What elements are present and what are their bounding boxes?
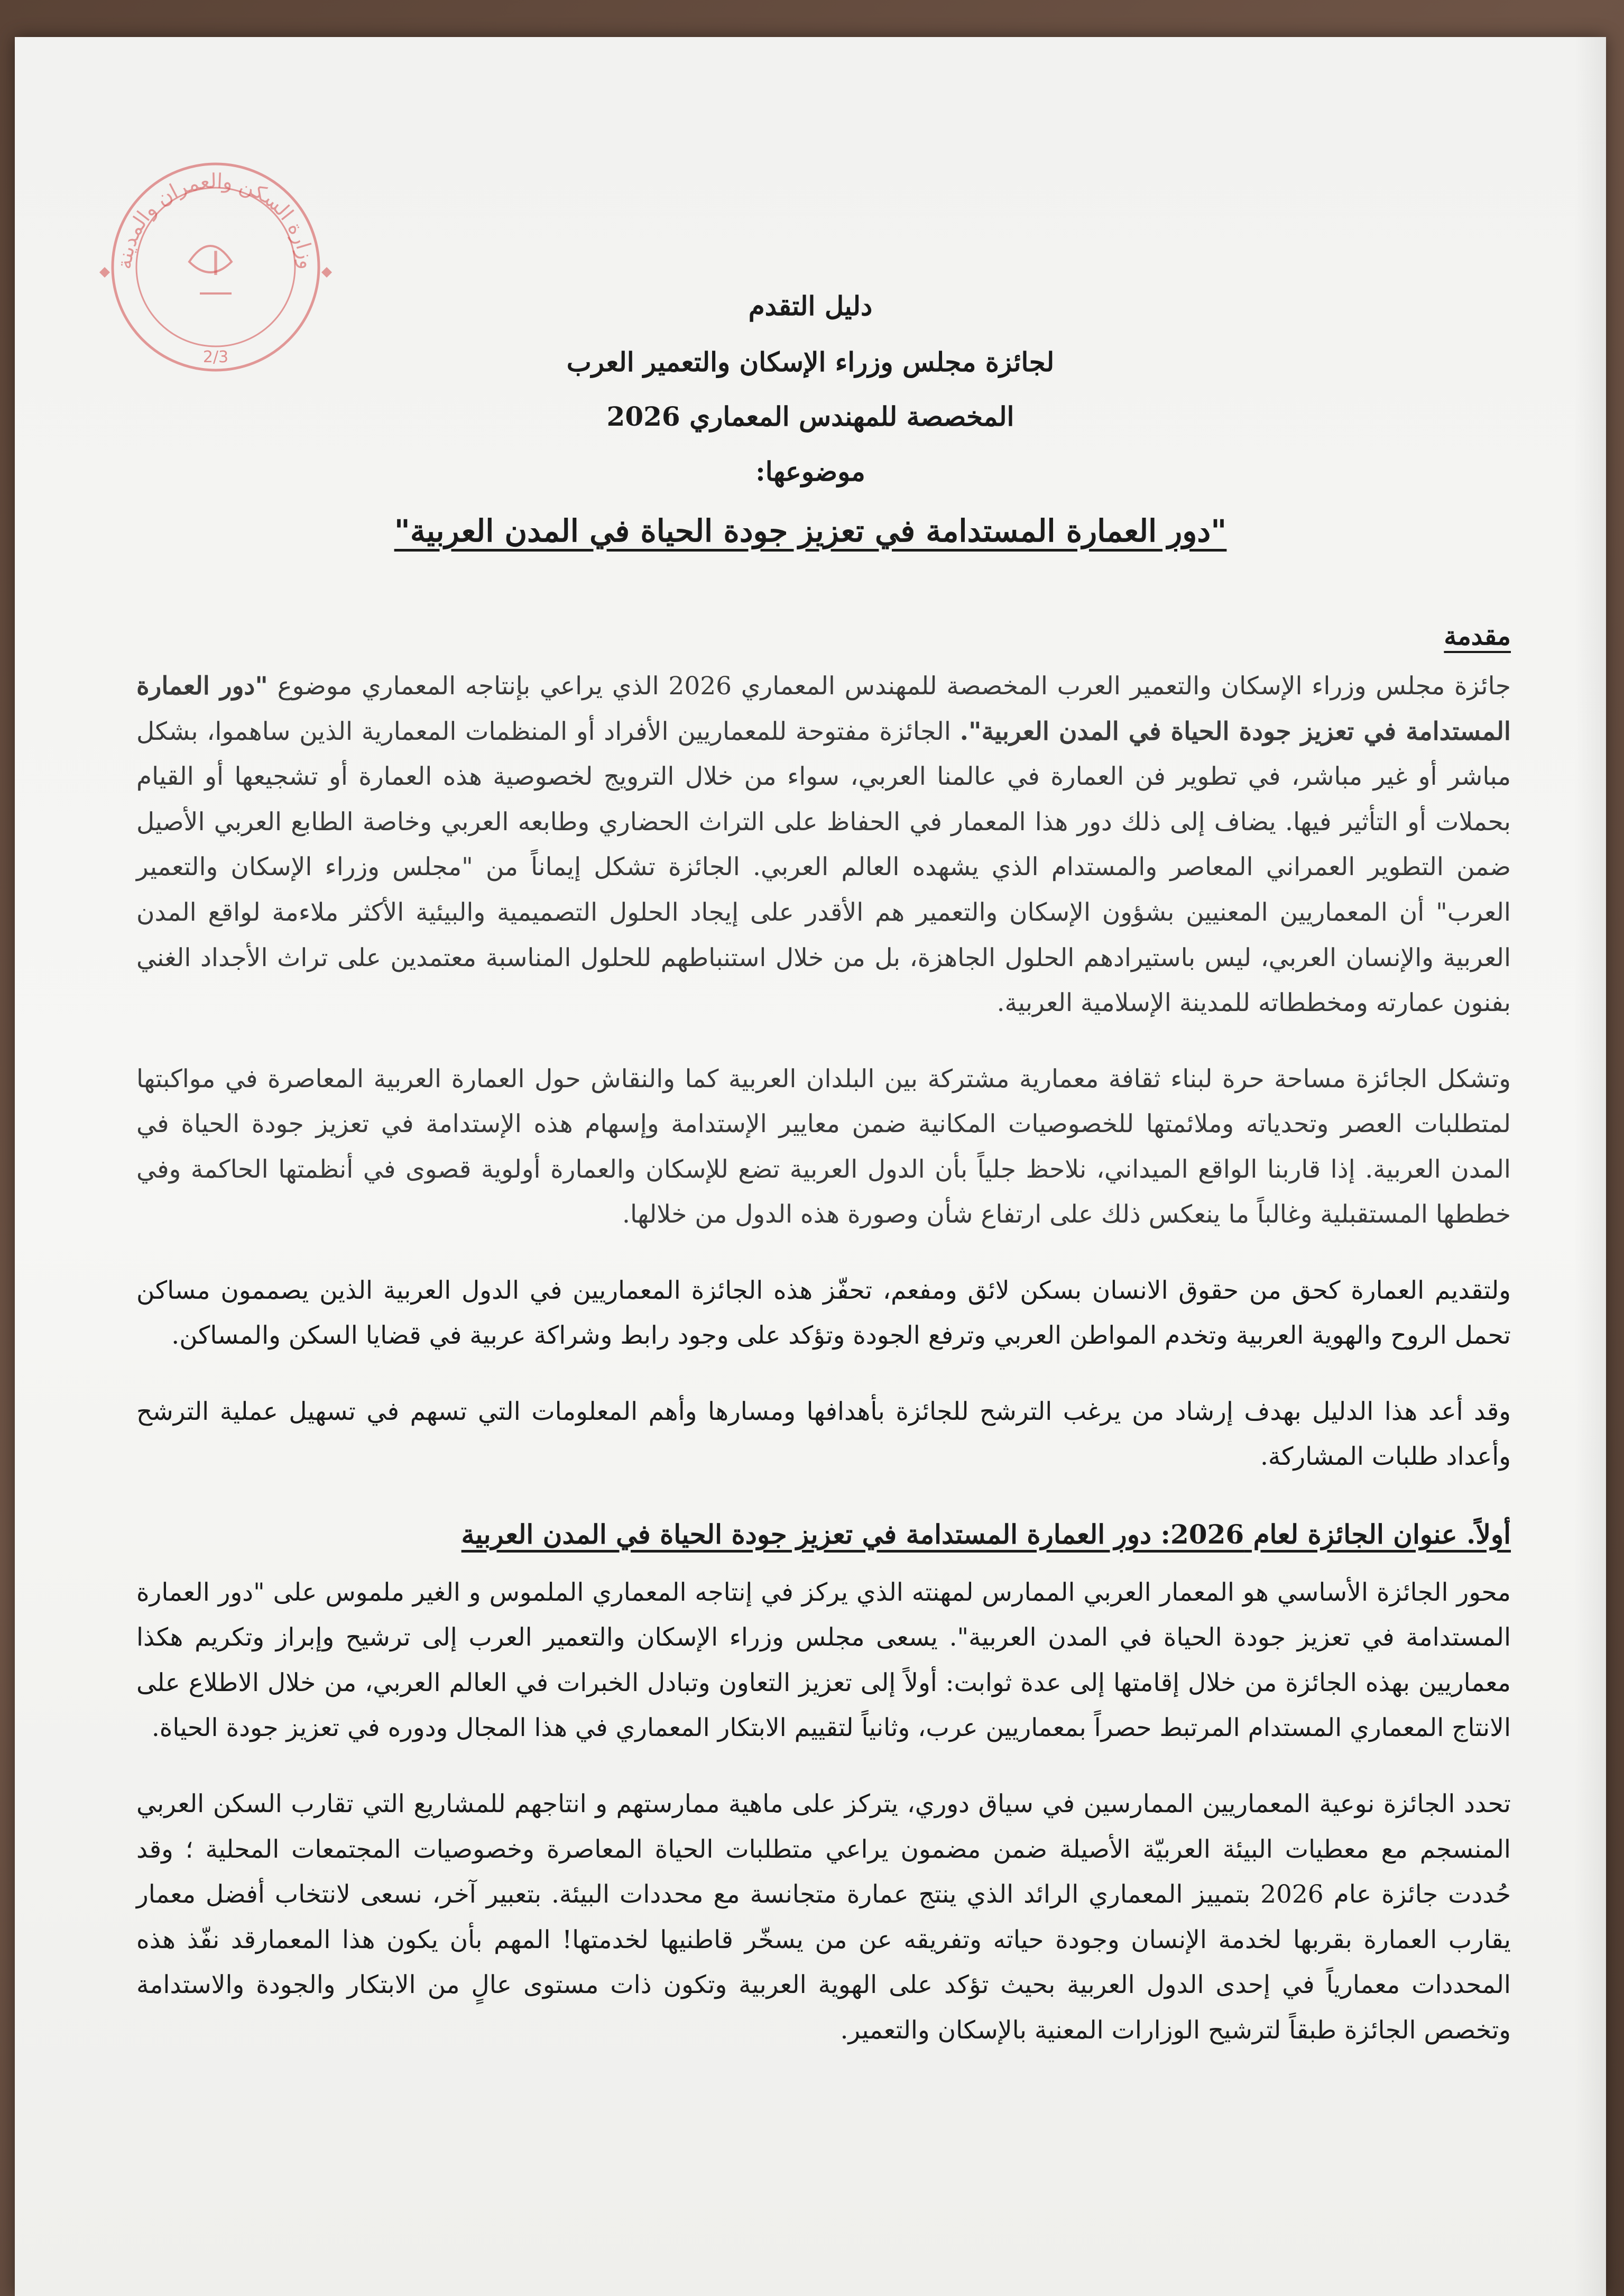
intro-paragraph-1: [136, 664, 1511, 1025]
intro-paragraph-4: وقد أعد هذا الدليل بهدف إرشاد من يرغب الترشح للجائزة بأهدافها ومسارها وأهم المعلومات التي تسهم في تسهيل عملية الترشح وأعداد طلبات المشاركة.: [136, 1397, 1511, 1472]
document-page: [15, 37, 1606, 2296]
intro-heading: مقدمة: [1444, 621, 1511, 651]
stamp-center-mark: ا: [211, 246, 220, 283]
header-topic-label: موضوعها:: [755, 455, 865, 487]
stamp-arc-text: وزارة السكن والعمران والمدينة: [112, 169, 319, 271]
document-body: [136, 613, 1511, 2083]
section-1-paragraph-1: محور الجائزة الأساسي هو المعمار العربي الممارس لمهنته الذي يركز في إنتاجه المعماري الملموس و الغير ملموس على "دور العمارة المستدامة في تعزيز جودة الحياة في المدن العربية". يسعى مجلس وزراء الإسكان والتعمير العرب إلى ترشيح وإبراز وتكريم هكذا معماريين بهذه الجائزة من خلال إقامتها إلى عدة ثوابت: أولاً إلى تعزيز التعاون وتبادل الخبرات في العالم العربي، من خلال الاطلاع على الانتاج المعماري المستدام المرتبط حصراً بمعماريين عرب، وثانياً لتقييم الابتكار المعماري في هذا المجال ودوره في تعزيز جودة الحياة.: [136, 1577, 1511, 1743]
header-award-name: لجائزة مجلس وزراء الإسكان والتعمير العرب: [566, 346, 1055, 378]
document-header: [15, 286, 1606, 555]
intro-paragraph-2: وتشكل الجائزة مساحة حرة لبناء ثقافة معمارية مشتركة بين البلدان العربية كما والنقاش حول العمارة العربية المعاصرة في مواكبتها لمتطلبات العصر وتحدياته وملائمتها للخصوصيات المكانية ضمن معايير الإستدامة وإسهام هذه الإستدامة في تعزيز جودة الحياة في المدن العربية. إذا قاربنا الواقع الميداني، نلاحظ جلياً بأن الدول العربية تضع للإسكان والعمارة أولوية قصوى في أنظمتها الحاكمة وفي خططها المستقبلية وغالباً ما ينعكس ذلك على ارتفاع شأن وصورة هذه الدول من خلالها.: [136, 1064, 1511, 1229]
section-1-heading: أولاً. عنوان الجائزة لعام 2026: دور العمارة المستدامة في تعزيز جودة الحياة في المدن العربية: [461, 1518, 1511, 1550]
stamp-number: 2/3: [202, 348, 229, 366]
intro-p1-opening: جائزة مجلس وزراء الإسكان والتعمير العرب المخصصة للمهندس المعماري 2026 الذي يراعي بإنتاجه المعماري موضوع: [277, 672, 1511, 701]
intro-p1-topic: "دور العمارة المستدامة في تعزيز جودة الحياة في المدن العربية".: [136, 672, 1511, 746]
intro-paragraph-3: ولتقديم العمارة كحق من حقوق الانسان بسكن لائق ومفعم، تحفّز هذه الجائزة المعماريين في الدول العربية الذين يصممون مساكن تحمل الروح والهوية العربية وتخدم المواطن العربي وترفع الجودة وتؤكد على وجود رابط وشراكة عربية في قضايا السكن والمساكن.: [136, 1275, 1511, 1351]
section-1-paragraph-2: تحدد الجائزة نوعية المعماريين الممارسين في سياق دوري، يتركز على ماهية ممارستهم و انتاجهم للمشاريع التي تقارب السكن العربي المنسجم مع معطيات البيئة العربيّة الأصيلة ضمن مضمون يراعي متطلبات الحياة المعاصرة وخصوصيات المجتمعات المحلية ؛ وقد حُددت جائزة عام 2026 بتمييز المعماري الرائد الذي ينتج عمارة متجانسة مع محددات البيئة. بتعبير آخر، نسعى لانتخاب أفضل معمار يقارب العمارة بقربها لخدمة الإنسان وجودة حياته وتفريقه عن من يسخّر قاطنيها لخدمتها! المهم بأن يكون هذا المعمارقد نفّذ هذه المحددات معمارياً في إحدى الدول العربية بحيث تؤكد على الهوية العربية وتكون ذات مستوى عالٍ من الابتكار والجودة والاستدامة وتخصص الجائزة طبقاً لترشيح الوزارات المعنية بالإسكان والتعمير.: [136, 1789, 1511, 2045]
header-topic-title: "دور العمارة المستدامة في تعزيز جودة الحياة في المدن العربية": [394, 513, 1227, 549]
header-award-dedication: المخصصة للمهندس المعماري 2026: [606, 401, 1014, 432]
header-guide-title: دليل التقدم: [748, 290, 873, 322]
intro-p1-rest: الجائزة مفتوحة للمعماريين الأفراد أو المنظمات المعمارية الذين ساهموا، بشكل مباشر أو غير مباشر، في تطوير فن العمارة في عالمنا العربي، سواء من خلال الترويج لخصوصية هذه العمارة أو تشجيعها أو القيام بحملات أو التأثير فيها. يضاف إلى ذلك دور هذا المعمار في الحفاظ على التراث الحضاري وطابعه العربي وخاصة الطابع العربي الأصيل ضمن التطوير العمراني المعاصر والمستدام الذي يشهده العالم العربي. الجائزة تشكل إيماناً من "مجلس وزراء الإسكان والتعمير العرب" أن المعماريين المعنيين بشؤون الإسكان والتعمير هم الأقدر على إيجاد الحلول التصميمية والبيئية الأكثر ملاءمة لواقع المدن العربية والإنسان العربي، ليس باستيرادهم الحلول الجاهزة، بل من خلال استنباطهم للحلول المناسبة معتمدين على تراث الأجداد الغني بفنون عمارته ومخططاته للمدينة الإسلامية العربية.: [136, 717, 1511, 1018]
